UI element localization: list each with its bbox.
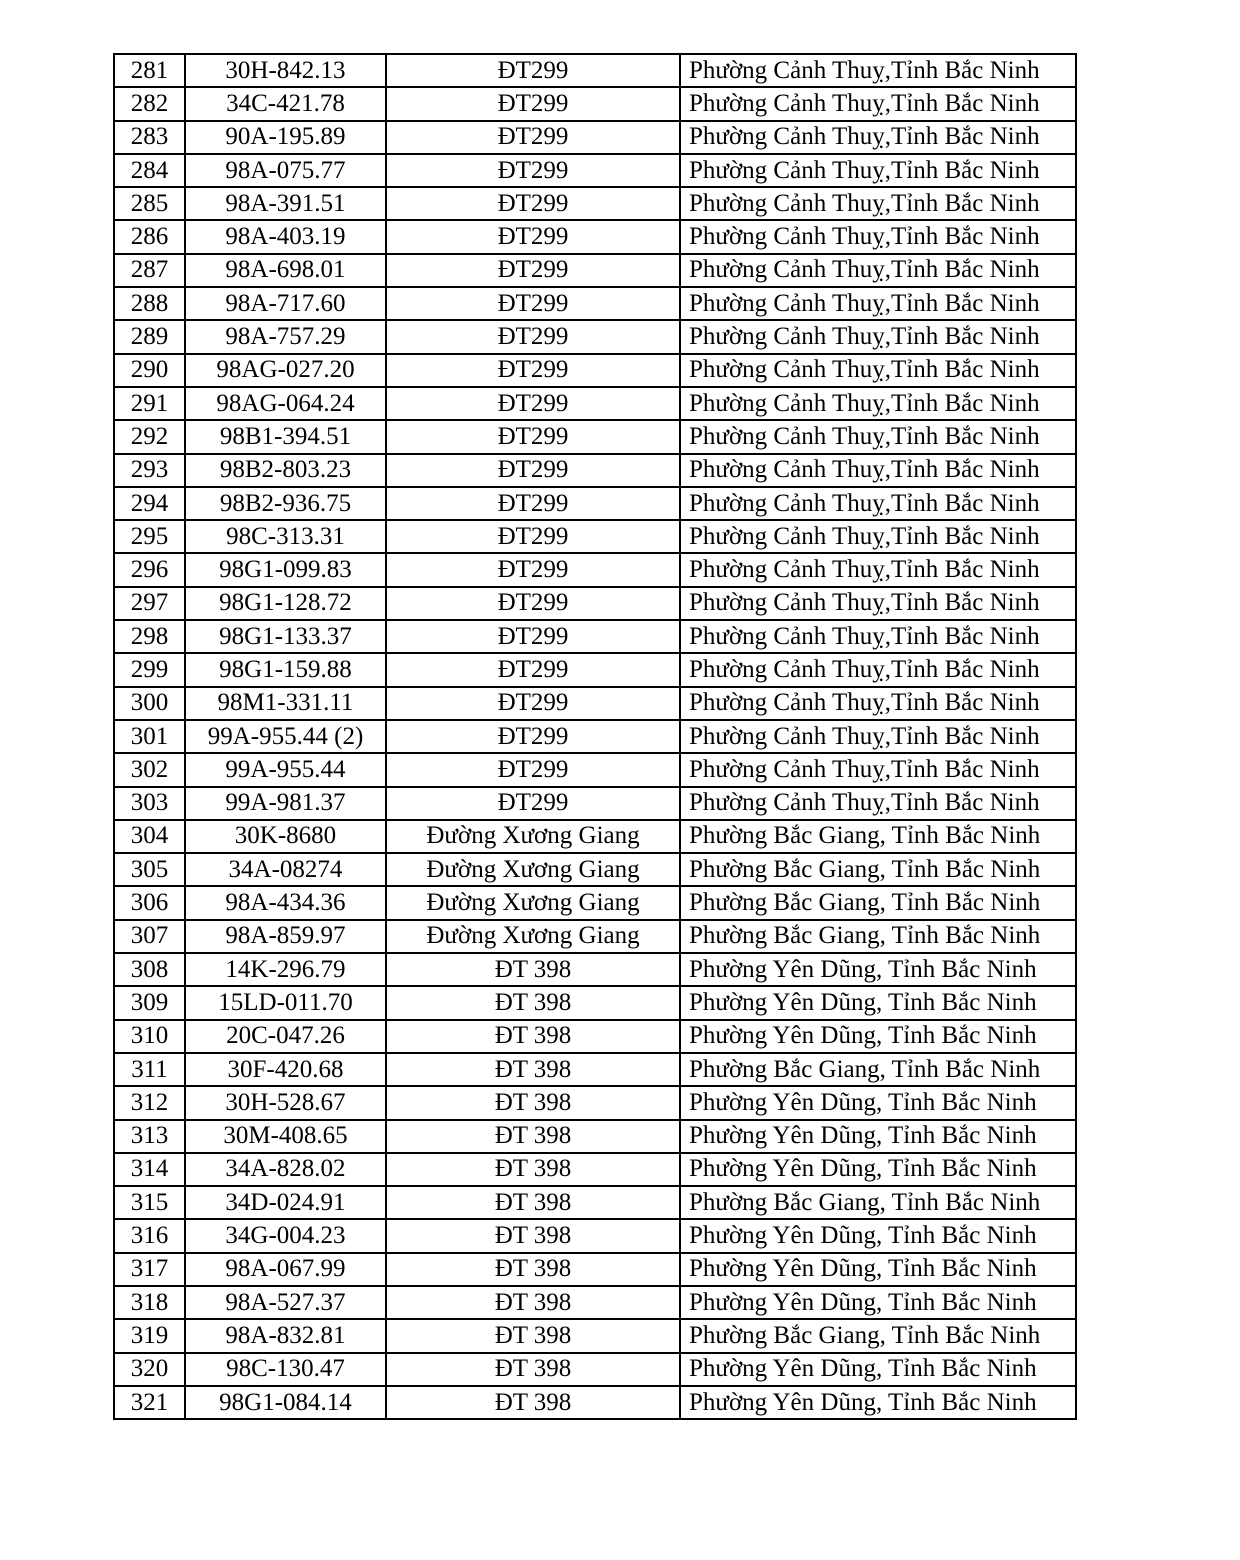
table-row <box>114 54 1076 87</box>
road-cell: ĐT 398 <box>386 1186 680 1219</box>
license-plate-cell: 30F-420.68 <box>185 1053 386 1086</box>
table-row <box>114 953 1076 986</box>
road-cell: ĐT299 <box>386 687 680 720</box>
table-row <box>114 1086 1076 1119</box>
license-plate-cell: 98B2-803.23 <box>185 454 386 487</box>
road-cell: ĐT299 <box>386 121 680 154</box>
row-number-cell: 290 <box>114 354 185 387</box>
license-plate-cell: 98A-075.77 <box>185 154 386 187</box>
row-number-cell: 315 <box>114 1186 185 1219</box>
road-cell: ĐT299 <box>386 487 680 520</box>
row-number-cell: 313 <box>114 1120 185 1153</box>
license-plate-cell: 30K-8680 <box>185 820 386 853</box>
table-row <box>114 1219 1076 1252</box>
row-number-cell: 307 <box>114 920 185 953</box>
license-plate-cell: 34A-08274 <box>185 853 386 886</box>
row-number-cell: 289 <box>114 320 185 353</box>
license-plate-cell: 98B1-394.51 <box>185 420 386 453</box>
row-number-cell: 283 <box>114 121 185 154</box>
road-cell: ĐT299 <box>386 387 680 420</box>
road-cell: ĐT299 <box>386 620 680 653</box>
row-number-cell: 292 <box>114 420 185 453</box>
road-cell: ĐT299 <box>386 753 680 786</box>
road-cell: Đường Xương Giang <box>386 920 680 953</box>
row-number-cell: 316 <box>114 1219 185 1252</box>
table-row <box>114 354 1076 387</box>
road-cell: ĐT 398 <box>386 1219 680 1252</box>
road-cell: ĐT299 <box>386 787 680 820</box>
location-cell: Phường Bắc Giang, Tỉnh Bắc Ninh <box>680 1319 1076 1352</box>
location-cell: Phường Cảnh Thuỵ,Tỉnh Bắc Ninh <box>680 54 1076 87</box>
table-row <box>114 920 1076 953</box>
table-row <box>114 1153 1076 1186</box>
license-plate-cell: 30H-842.13 <box>185 54 386 87</box>
location-cell: Phường Cảnh Thuỵ,Tỉnh Bắc Ninh <box>680 187 1076 220</box>
license-plate-cell: 98M1-331.11 <box>185 687 386 720</box>
table-body <box>114 54 1076 1419</box>
location-cell: Phường Bắc Giang, Tỉnh Bắc Ninh <box>680 820 1076 853</box>
license-plate-cell: 98AG-027.20 <box>185 354 386 387</box>
location-cell: Phường Cảnh Thuỵ,Tỉnh Bắc Ninh <box>680 154 1076 187</box>
row-number-cell: 287 <box>114 254 185 287</box>
location-cell: Phường Cảnh Thuỵ,Tỉnh Bắc Ninh <box>680 387 1076 420</box>
license-plate-cell: 98A-434.36 <box>185 886 386 919</box>
table-row <box>114 287 1076 320</box>
row-number-cell: 281 <box>114 54 185 87</box>
location-cell: Phường Cảnh Thuỵ,Tỉnh Bắc Ninh <box>680 121 1076 154</box>
location-cell: Phường Bắc Giang, Tỉnh Bắc Ninh <box>680 1053 1076 1086</box>
location-cell: Phường Yên Dũng, Tỉnh Bắc Ninh <box>680 1086 1076 1119</box>
location-cell: Phường Cảnh Thuỵ,Tỉnh Bắc Ninh <box>680 720 1076 753</box>
table-row <box>114 587 1076 620</box>
license-plate-cell: 98C-130.47 <box>185 1353 386 1386</box>
license-plate-cell: 98A-859.97 <box>185 920 386 953</box>
table-row <box>114 986 1076 1019</box>
row-number-cell: 291 <box>114 387 185 420</box>
location-cell: Phường Bắc Giang, Tỉnh Bắc Ninh <box>680 920 1076 953</box>
road-cell: Đường Xương Giang <box>386 820 680 853</box>
road-cell: ĐT 398 <box>386 1053 680 1086</box>
row-number-cell: 295 <box>114 520 185 553</box>
road-cell: ĐT299 <box>386 520 680 553</box>
license-plate-cell: 98G1-099.83 <box>185 553 386 586</box>
road-cell: ĐT 398 <box>386 986 680 1019</box>
table-row <box>114 1319 1076 1352</box>
location-cell: Phường Bắc Giang, Tỉnh Bắc Ninh <box>680 1186 1076 1219</box>
license-plate-cell: 98A-757.29 <box>185 320 386 353</box>
row-number-cell: 321 <box>114 1386 185 1419</box>
license-plate-cell: 98A-403.19 <box>185 220 386 253</box>
road-cell: ĐT299 <box>386 454 680 487</box>
license-plate-cell: 98A-717.60 <box>185 287 386 320</box>
license-plate-cell: 34G-004.23 <box>185 1219 386 1252</box>
row-number-cell: 310 <box>114 1020 185 1053</box>
location-cell: Phường Cảnh Thuỵ,Tỉnh Bắc Ninh <box>680 287 1076 320</box>
location-cell: Phường Cảnh Thuỵ,Tỉnh Bắc Ninh <box>680 753 1076 786</box>
table-row <box>114 1253 1076 1286</box>
row-number-cell: 319 <box>114 1319 185 1352</box>
license-plate-cell: 98A-527.37 <box>185 1286 386 1319</box>
row-number-cell: 299 <box>114 653 185 686</box>
license-plate-cell: 98G1-084.14 <box>185 1386 386 1419</box>
table-row <box>114 653 1076 686</box>
location-cell: Phường Yên Dũng, Tỉnh Bắc Ninh <box>680 986 1076 1019</box>
row-number-cell: 318 <box>114 1286 185 1319</box>
road-cell: ĐT 398 <box>386 1153 680 1186</box>
road-cell: ĐT299 <box>386 553 680 586</box>
license-plate-cell: 20C-047.26 <box>185 1020 386 1053</box>
table-row <box>114 220 1076 253</box>
license-plate-cell: 98G1-133.37 <box>185 620 386 653</box>
location-cell: Phường Cảnh Thuỵ,Tỉnh Bắc Ninh <box>680 320 1076 353</box>
location-cell: Phường Cảnh Thuỵ,Tỉnh Bắc Ninh <box>680 454 1076 487</box>
location-cell: Phường Cảnh Thuỵ,Tỉnh Bắc Ninh <box>680 420 1076 453</box>
table-row <box>114 1386 1076 1419</box>
road-cell: ĐT299 <box>386 87 680 120</box>
row-number-cell: 288 <box>114 287 185 320</box>
license-plate-cell: 98A-391.51 <box>185 187 386 220</box>
row-number-cell: 303 <box>114 787 185 820</box>
table-row <box>114 254 1076 287</box>
location-cell: Phường Cảnh Thuỵ,Tỉnh Bắc Ninh <box>680 787 1076 820</box>
row-number-cell: 301 <box>114 720 185 753</box>
row-number-cell: 286 <box>114 220 185 253</box>
row-number-cell: 282 <box>114 87 185 120</box>
location-cell: Phường Yên Dũng, Tỉnh Bắc Ninh <box>680 953 1076 986</box>
road-cell: ĐT299 <box>386 220 680 253</box>
license-plate-cell: 14K-296.79 <box>185 953 386 986</box>
location-cell: Phường Cảnh Thuỵ,Tỉnh Bắc Ninh <box>680 354 1076 387</box>
table-row <box>114 553 1076 586</box>
road-cell: ĐT299 <box>386 154 680 187</box>
row-number-cell: 302 <box>114 753 185 786</box>
license-plate-cell: 98A-067.99 <box>185 1253 386 1286</box>
license-plate-cell: 34D-024.91 <box>185 1186 386 1219</box>
road-cell: ĐT 398 <box>386 1253 680 1286</box>
row-number-cell: 306 <box>114 886 185 919</box>
road-cell: ĐT299 <box>386 354 680 387</box>
location-cell: Phường Cảnh Thuỵ,Tỉnh Bắc Ninh <box>680 520 1076 553</box>
table-row <box>114 487 1076 520</box>
table-row <box>114 1286 1076 1319</box>
license-plate-cell: 34C-421.78 <box>185 87 386 120</box>
license-plate-cell: 98C-313.31 <box>185 520 386 553</box>
table-row <box>114 1120 1076 1153</box>
license-plate-cell: 98G1-159.88 <box>185 653 386 686</box>
license-plate-cell: 90A-195.89 <box>185 121 386 154</box>
row-number-cell: 320 <box>114 1353 185 1386</box>
table-row <box>114 420 1076 453</box>
location-cell: Phường Yên Dũng, Tỉnh Bắc Ninh <box>680 1286 1076 1319</box>
table-row <box>114 620 1076 653</box>
row-number-cell: 308 <box>114 953 185 986</box>
location-cell: Phường Cảnh Thuỵ,Tỉnh Bắc Ninh <box>680 220 1076 253</box>
license-plate-cell: 30M-408.65 <box>185 1120 386 1153</box>
license-plate-cell: 98A-698.01 <box>185 254 386 287</box>
row-number-cell: 298 <box>114 620 185 653</box>
row-number-cell: 311 <box>114 1053 185 1086</box>
table-row <box>114 853 1076 886</box>
table-row <box>114 387 1076 420</box>
license-plate-cell: 98G1-128.72 <box>185 587 386 620</box>
row-number-cell: 317 <box>114 1253 185 1286</box>
row-number-cell: 297 <box>114 587 185 620</box>
location-cell: Phường Cảnh Thuỵ,Tỉnh Bắc Ninh <box>680 587 1076 620</box>
table-row <box>114 886 1076 919</box>
location-cell: Phường Cảnh Thuỵ,Tỉnh Bắc Ninh <box>680 553 1076 586</box>
row-number-cell: 300 <box>114 687 185 720</box>
table-row <box>114 320 1076 353</box>
location-cell: Phường Cảnh Thuỵ,Tỉnh Bắc Ninh <box>680 487 1076 520</box>
road-cell: ĐT 398 <box>386 1020 680 1053</box>
road-cell: Đường Xương Giang <box>386 853 680 886</box>
license-plate-cell: 34A-828.02 <box>185 1153 386 1186</box>
row-number-cell: 284 <box>114 154 185 187</box>
table-row <box>114 187 1076 220</box>
road-cell: ĐT 398 <box>386 1319 680 1352</box>
road-cell: ĐT 398 <box>386 953 680 986</box>
license-plate-cell: 99A-955.44 <box>185 753 386 786</box>
road-cell: ĐT299 <box>386 187 680 220</box>
location-cell: Phường Yên Dũng, Tỉnh Bắc Ninh <box>680 1153 1076 1186</box>
table-row <box>114 787 1076 820</box>
road-cell: ĐT 398 <box>386 1286 680 1319</box>
row-number-cell: 293 <box>114 454 185 487</box>
location-cell: Phường Yên Dũng, Tỉnh Bắc Ninh <box>680 1253 1076 1286</box>
row-number-cell: 312 <box>114 1086 185 1119</box>
location-cell: Phường Yên Dũng, Tỉnh Bắc Ninh <box>680 1353 1076 1386</box>
road-cell: ĐT299 <box>386 254 680 287</box>
row-number-cell: 294 <box>114 487 185 520</box>
license-plate-cell: 98AG-064.24 <box>185 387 386 420</box>
road-cell: ĐT 398 <box>386 1120 680 1153</box>
location-cell: Phường Cảnh Thuỵ,Tỉnh Bắc Ninh <box>680 687 1076 720</box>
road-cell: ĐT299 <box>386 587 680 620</box>
table-row <box>114 753 1076 786</box>
road-cell: ĐT299 <box>386 420 680 453</box>
violation-table <box>113 53 1077 1420</box>
road-cell: ĐT 398 <box>386 1086 680 1119</box>
license-plate-cell: 99A-981.37 <box>185 787 386 820</box>
location-cell: Phường Yên Dũng, Tỉnh Bắc Ninh <box>680 1120 1076 1153</box>
location-cell: Phường Yên Dũng, Tỉnh Bắc Ninh <box>680 1020 1076 1053</box>
license-plate-cell: 99A-955.44 (2) <box>185 720 386 753</box>
license-plate-cell: 98A-832.81 <box>185 1319 386 1352</box>
road-cell: ĐT 398 <box>386 1386 680 1419</box>
row-number-cell: 314 <box>114 1153 185 1186</box>
location-cell: Phường Yên Dũng, Tỉnh Bắc Ninh <box>680 1386 1076 1419</box>
table-row <box>114 1186 1076 1219</box>
location-cell: Phường Cảnh Thuỵ,Tỉnh Bắc Ninh <box>680 653 1076 686</box>
row-number-cell: 285 <box>114 187 185 220</box>
table-row <box>114 1053 1076 1086</box>
row-number-cell: 304 <box>114 820 185 853</box>
table-row <box>114 820 1076 853</box>
license-plate-cell: 15LD-011.70 <box>185 986 386 1019</box>
table-row <box>114 121 1076 154</box>
table-row <box>114 454 1076 487</box>
table-row <box>114 520 1076 553</box>
table-row <box>114 687 1076 720</box>
location-cell: Phường Cảnh Thuỵ,Tỉnh Bắc Ninh <box>680 620 1076 653</box>
location-cell: Phường Bắc Giang, Tỉnh Bắc Ninh <box>680 886 1076 919</box>
table-row <box>114 1020 1076 1053</box>
location-cell: Phường Cảnh Thuỵ,Tỉnh Bắc Ninh <box>680 254 1076 287</box>
road-cell: ĐT299 <box>386 287 680 320</box>
road-cell: ĐT 398 <box>386 1353 680 1386</box>
road-cell: ĐT299 <box>386 653 680 686</box>
road-cell: ĐT299 <box>386 54 680 87</box>
road-cell: Đường Xương Giang <box>386 886 680 919</box>
table-row <box>114 720 1076 753</box>
location-cell: Phường Cảnh Thuỵ,Tỉnh Bắc Ninh <box>680 87 1076 120</box>
table-row <box>114 154 1076 187</box>
road-cell: ĐT299 <box>386 720 680 753</box>
license-plate-cell: 30H-528.67 <box>185 1086 386 1119</box>
row-number-cell: 305 <box>114 853 185 886</box>
table-row <box>114 1353 1076 1386</box>
location-cell: Phường Yên Dũng, Tỉnh Bắc Ninh <box>680 1219 1076 1252</box>
location-cell: Phường Bắc Giang, Tỉnh Bắc Ninh <box>680 853 1076 886</box>
table-row <box>114 87 1076 120</box>
row-number-cell: 309 <box>114 986 185 1019</box>
license-plate-cell: 98B2-936.75 <box>185 487 386 520</box>
row-number-cell: 296 <box>114 553 185 586</box>
road-cell: ĐT299 <box>386 320 680 353</box>
